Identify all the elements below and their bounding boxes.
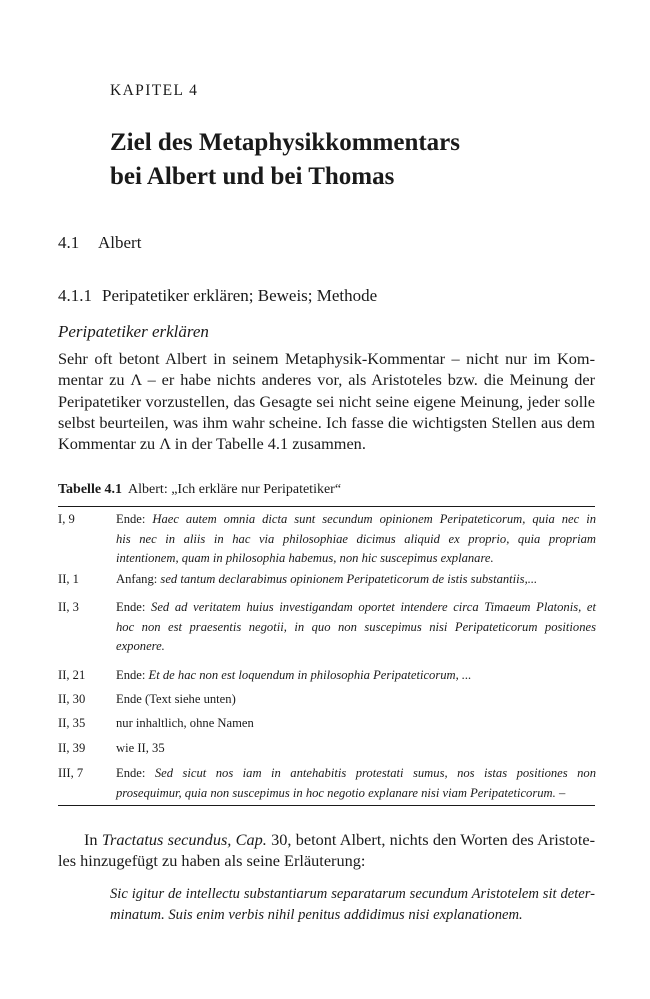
table-entry-line [116, 666, 596, 686]
paragraph-line: mentar zu Λ – er habe nichts anderes vor, als Aristoteles bzw. die Meinung der [58, 370, 595, 390]
section-number: 4.1 [58, 233, 80, 252]
latin-text: Sed sicut nos iam in antehabitis protestati sumus, nos istas positiones non [154, 766, 596, 780]
table-entry-line [116, 784, 596, 804]
table-ref: II, 1 [58, 572, 79, 586]
table-entry [116, 598, 596, 657]
latin-text: Et de hac non est loquendum in philosophia Peripateticorum, ... [148, 668, 472, 682]
table-ref: II, 39 [58, 741, 86, 755]
chapter-title-line: Ziel des Metaphysikkommentars [110, 129, 460, 156]
table-entry-line [116, 598, 596, 618]
latin-text: exponere. [116, 639, 165, 653]
table-entry [116, 739, 596, 759]
table-ref: III, 7 [58, 766, 84, 780]
table-caption [58, 482, 341, 498]
entry-prefix: Ende: [116, 766, 155, 780]
table-ref: II, 21 [58, 668, 86, 682]
paragraph-line: Kommentar zu Λ in der Tabelle 4.1 zusammen. [58, 434, 366, 454]
table-entry-line [116, 764, 596, 784]
quote-line: Sic igitur de intellectu substantiarum separatarum secundum Aristotelem sit deter- [110, 886, 595, 902]
chapter-label: KAPITEL 4 [110, 82, 199, 99]
entry-prefix: Ende: [116, 668, 149, 682]
chapter-title [110, 126, 590, 194]
paragraph-line: les hinzugefügt zu haben als seine Erläuterung: [58, 851, 366, 871]
body-paragraph [58, 829, 595, 872]
section-title: Albert [98, 233, 142, 252]
subsection-heading [58, 286, 377, 306]
table-entry [116, 714, 596, 734]
table-ref: II, 35 [58, 716, 86, 730]
table-top-rule [58, 506, 595, 507]
text-run: In [84, 830, 102, 849]
table-ref: II, 30 [58, 692, 86, 706]
paragraph-line: selbst beurteilen, was ihm wahr scheine. Ich fasse die wichtigsten Stellen aus dem [58, 412, 595, 432]
entry-suffix: – [555, 785, 566, 800]
table-caption-text: Albert: „Ich erkläre nur Peripatetiker“ [128, 482, 342, 497]
table-entry [116, 666, 596, 686]
table-entry-line [116, 570, 596, 590]
table-entry-line: nur inhaltlich, ohne Namen [116, 716, 254, 730]
text-run: 30, betont Albert, nichts den Worten des Aristote- [266, 830, 595, 849]
latin-text: sed tantum declarabimus opinionem Peripateticorum de istis substantiis,... [160, 572, 538, 586]
body-paragraph [58, 348, 595, 454]
paragraph-line [58, 829, 595, 850]
chapter-title-line: bei Albert und bei Thomas [110, 163, 395, 190]
latin-text: prosequimur, quia non suscepimus in hoc negotio explanare nisi viam Peripateticorum. [116, 785, 556, 800]
subsection-title: Peripatetiker erklären; Beweis; Methode [102, 286, 378, 305]
table-label: Tabelle 4.1 [58, 482, 123, 497]
block-quote [110, 884, 595, 925]
quote-line: minatum. Suis enim verbis nihil penitus addidimus nisi explanationem. [110, 906, 523, 923]
subsection-number: 4.1.1 [58, 286, 92, 305]
paragraph-line: Peripatetiker vorzustellen, das Gesagte sei nicht seine eigene Meinung, jeder solle [58, 391, 595, 411]
paragraph-line: Sehr oft betont Albert in seinem Metaphysik-Kommentar – nicht nur im Kom- [58, 349, 595, 368]
entry-prefix: Ende: [116, 512, 153, 526]
table-bottom-rule [58, 805, 595, 806]
section-heading [58, 233, 141, 253]
table-entry [116, 690, 596, 710]
work-title: Tractatus secundus, Cap. [101, 830, 267, 849]
table-entry [116, 570, 596, 590]
table-ref: I, 9 [58, 512, 75, 526]
latin-text: intentionem, quam in philosophia habemus, non hic suscepimus explanare. [116, 551, 494, 565]
latin-text: hoc non est praesentis negotii, in quo non suscepimus nisi Peripateticorum positiones [116, 619, 596, 634]
latin-text: his nec in aliis in hac via philosophiae dicimus aliquid ex proprio, quia propriam [116, 531, 596, 546]
latin-text: Haec autem omnia dicta sunt secundum opinionem Peripateticorum, quia nec in [152, 512, 597, 526]
table-entry-line: Ende (Text siehe unten) [116, 692, 236, 706]
table-entry-line [116, 510, 596, 530]
table-entry [116, 764, 596, 803]
table-entry [116, 510, 596, 569]
table-ref: II, 3 [58, 600, 79, 614]
subsubsection-heading: Peripatetiker erklären [58, 322, 209, 341]
entry-prefix: Ende: [116, 600, 152, 614]
table-entry-line: wie II, 35 [116, 741, 165, 755]
entry-prefix: Anfang: [116, 572, 161, 586]
latin-text: Sed ad veritatem huius investigandam oportet intendere circa Timaeum Platonis, et [151, 600, 597, 614]
